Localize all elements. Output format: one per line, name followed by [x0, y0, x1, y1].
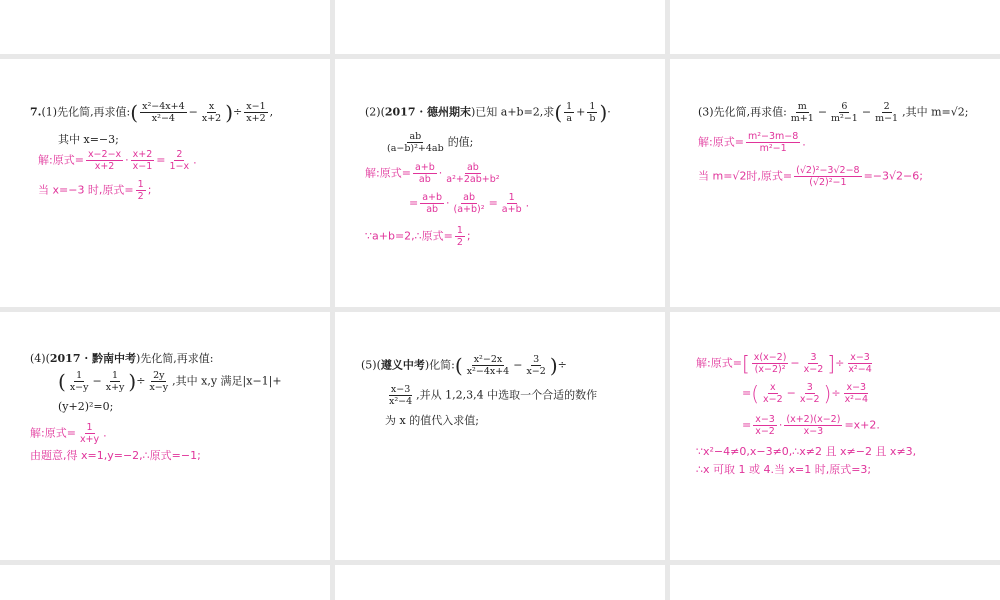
- answer-line-1: 解:原式= $\frac{\text{m²−3m−8}}{\text{m²−1}}$ .: [698, 131, 806, 154]
- question-line-1: (4)(2017 · 黔南中考)先化简,再求值:: [30, 352, 214, 365]
- answer-line-5: ∴x 可取 1 或 4.当 x=1 时,原式=3;: [696, 463, 872, 476]
- fraction: $\frac{\text{x²−4x+4}}{\text{x²−4}}$: [142, 101, 185, 124]
- slide-answer-5[interactable]: [670, 312, 1000, 560]
- question-line-2: $\frac{ab}{\text{(a−b)²+4ab}}$ 的值;: [387, 131, 474, 154]
- question-line-1: 7.(1)先化简,再求值:( $\frac{\text{x²−4x+4}}{\text{x²−4}}$ − $\frac{x}{x+2}$ )÷ $\frac{x-1}{x+2}$ ,: [30, 100, 274, 125]
- source-label: 2017 · 德州期末: [384, 105, 471, 119]
- answer-line-2: 当 m=√2时,原式= $\frac{\text{(√2)²−3√2−8}}{\text{(√2)²−1}}$ =−3√2−6;: [698, 165, 923, 188]
- top-panel-middle: [335, 0, 665, 54]
- answer-line-1: 解:原式= $\frac{1}{x+y}$ .: [30, 422, 107, 445]
- answer-line-3: = $\frac{x-3}{x-2}$ · $\frac{(x+2)(x-2)}{x-3}$ =x+2.: [742, 414, 880, 437]
- bottom-panel-right: [670, 565, 1000, 600]
- answer-line-1: 解:原式=[ $\frac{x(x-2)}{\text{(x−2)²}}$ − $\frac{3}{x-2}$ ]÷ $\frac{x-3}{\text{x²−4}}$: [696, 351, 872, 376]
- answer-line-2: = $\frac{a+b}{ab}$ · $\frac{ab}{\text{(a+b)²}}$ = $\frac{1}{a+b}$ .: [409, 192, 530, 215]
- question-line-1: (3)先化简,再求值: $\frac{m}{m+1}$ − $\frac{6}{\text{m²−1}}$ − $\frac{2}{m-1}$ ,其中 m=√2;: [698, 101, 969, 124]
- bottom-panel-middle: [335, 565, 665, 600]
- question-line-2: $\frac{x-3}{\text{x²−4}}$ ,并从 1,2,3,4 中选取一个合适的数作: [389, 384, 598, 407]
- slide-question-2[interactable]: [335, 59, 665, 307]
- answer-line-1: 解:原式= $\frac{x-2-x}{x+2}$ · $\frac{x+2}{x-1}$ = $\frac{2}{1-x}$ .: [38, 149, 197, 172]
- source-label: 2017 · 黔南中考: [49, 352, 136, 365]
- top-panel-right: [670, 0, 1000, 54]
- slide-question-5[interactable]: [335, 312, 665, 560]
- top-panel-left: [0, 0, 330, 54]
- answer-line-2: =( $\frac{x}{x-2}$ − $\frac{3}{x-2}$ )÷ $\frac{x-3}{\text{x²−4}}$: [742, 381, 868, 406]
- question-line-1: (5)(遵义中考)化简:( $\frac{\text{x²−2x}}{\text{x²−4x+4}}$ − $\frac{3}{x-2}$ )÷: [361, 353, 567, 378]
- question-line-1: (2)(2017 · 德州期末)已知 a+b=2,求( $\frac{1}{a}$ + $\frac{1}{b}$ )·: [365, 100, 611, 125]
- slide-question-3[interactable]: [670, 59, 1000, 307]
- fraction: $\frac{x}{x+2}$: [201, 101, 222, 124]
- question-line-2: ( $\frac{1}{x-y}$ − $\frac{1}{x+y}$ )÷ $\frac{2y}{x-y}$ ,其中 x,y 满足|x−1|+: [58, 369, 282, 394]
- answer-line-2: 当 x=−3 时,原式= $\frac{1}{2}$ ;: [38, 179, 152, 202]
- source-label: 遵义中考: [380, 358, 425, 372]
- fraction: $\frac{x-1}{x+2}$: [246, 101, 266, 124]
- question-line-3: (y+2)²=0;: [58, 400, 114, 413]
- question-number: 7.: [30, 105, 42, 119]
- question-condition: 其中 x=−3;: [58, 133, 119, 146]
- bottom-panel-left: [0, 565, 330, 600]
- slide-question-4[interactable]: [0, 312, 330, 560]
- question-text: (1)先化简,再求值:: [41, 105, 131, 119]
- slide-question-7-1[interactable]: [0, 59, 330, 307]
- answer-line-2: 由题意,得 x=1,y=−2,∴原式=−1;: [30, 449, 201, 462]
- answer-line-4: ∵x²−4≠0,x−3≠0,∴x≠2 且 x≠−2 且 x≠3,: [696, 445, 917, 458]
- question-line-3: 为 x 的值代入求值;: [385, 414, 479, 427]
- answer-line-3: ∵a+b=2,∴原式= $\frac{1}{2}$ ;: [365, 225, 471, 248]
- answer-line-1: 解:原式= $\frac{a+b}{ab}$ · $\frac{ab}{\text{a²+2ab+b²}}$: [365, 162, 500, 185]
